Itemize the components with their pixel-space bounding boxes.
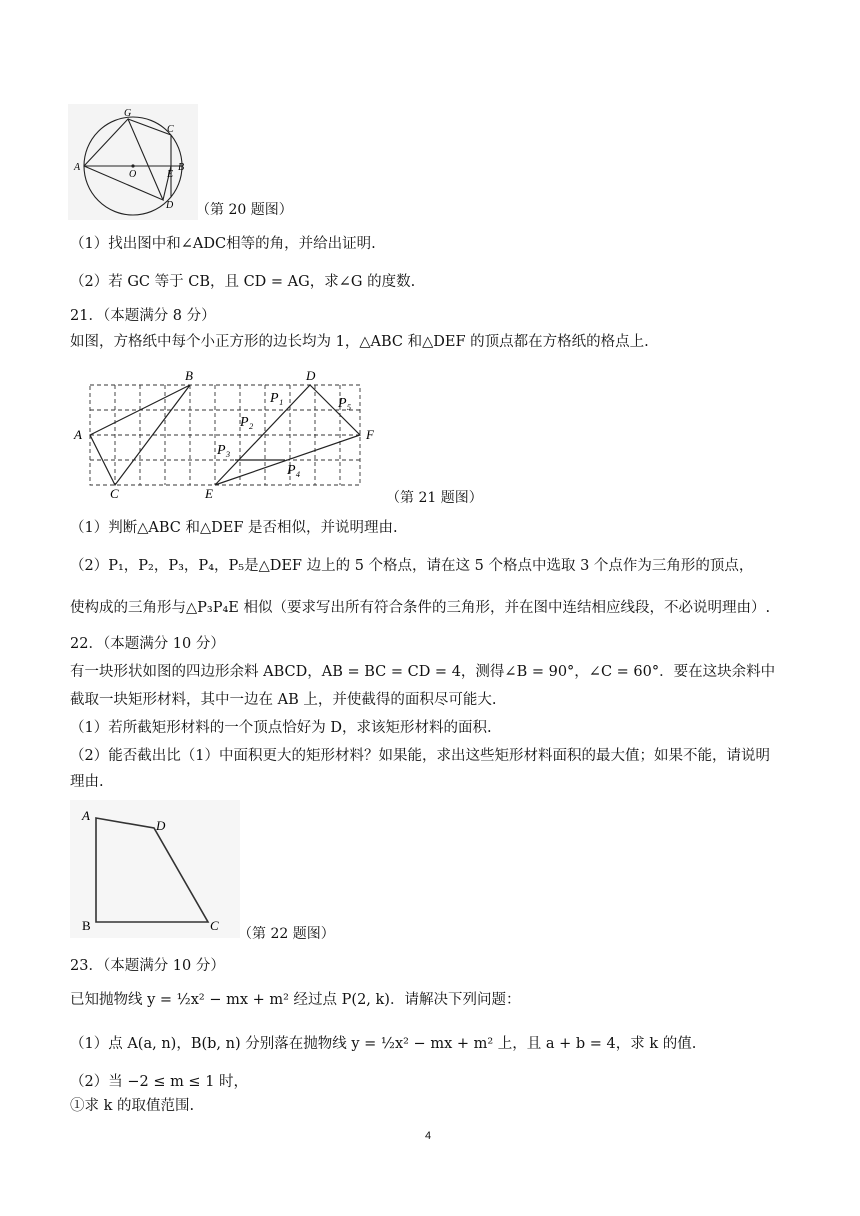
- fig21-label-p1: P₁: [270, 391, 284, 406]
- fig20-label-a: A: [74, 162, 81, 173]
- fig22-label-a: A: [82, 808, 90, 823]
- q21-part2: （2）P₁，P₂，P₃，P₄，P₅是△DEF 边上的 5 个格点，请在这 5 个格点中选取 3 个点作为三角形的顶点，: [70, 558, 754, 574]
- q21-intro: 如图，方格纸中每个小正方形的边长均为 1，△ABC 和△DEF 的顶点都在方格纸的格点上.: [70, 334, 649, 350]
- figure-22: [70, 800, 240, 938]
- q22-part2: （2）能否截出比（1）中面积更大的矩形材料？如果能，求出这些矩形材料面积的最大值；如果不能，请说明: [70, 748, 770, 764]
- fig21-label-p2: P₂: [240, 415, 254, 430]
- q23-part2-i: ①求 k 的取值范围.: [70, 1098, 195, 1114]
- fig21-label-c: C: [110, 486, 119, 501]
- q21-part2-cont: 使构成的三角形与△P₃P₄E 相似（要求写出所有符合条件的三角形，并在图中连结相应线段，不必说明理由）.: [70, 600, 771, 616]
- fig21-caption: （第 21 题图）: [386, 490, 483, 506]
- fig20-label-b: B: [178, 162, 185, 173]
- q22-part1: （1）若所截矩形材料的一个顶点恰好为 D，求该矩形材料的面积.: [70, 720, 492, 736]
- fig21-label-p5: P₅: [338, 396, 352, 411]
- page-number: 4: [425, 1130, 432, 1142]
- q23-part1: （1）点 A(a, n)，B(b, n) 分别落在抛物线 y = ½x² − mx + m² 上，且 a + b = 4，求 k 的值.: [70, 1036, 697, 1052]
- q20-part1: （1）找出图中和∠ADC相等的角，并给出证明.: [70, 236, 376, 252]
- fig22-label-c: C: [210, 918, 219, 933]
- q22-intro-2: 截取一块矩形材料，其中一边在 AB 上，并使截得的面积尽可能大.: [70, 692, 497, 708]
- figure-21: [72, 366, 384, 502]
- fig21-label-p3: P₃: [217, 443, 231, 458]
- q23-intro: 已知抛物线 y = ½x² − mx + m² 经过点 P(2, k)．请解决下列问题：: [70, 992, 521, 1008]
- fig21-label-d: D: [306, 368, 316, 383]
- q22-intro-1: 有一块形状如图的四边形余料 ABCD，AB = BC = CD = 4，测得∠B = 90°，∠C = 60°．要在这块余料中: [70, 664, 776, 680]
- fig21-label-p4: P₄: [287, 463, 301, 478]
- q21-part1: （1）判断△ABC 和△DEF 是否相似，并说明理由.: [70, 520, 398, 536]
- fig21-label-f: F: [366, 427, 374, 442]
- q21-heading: 21．（本题满分 8 分）: [70, 308, 216, 324]
- fig20-label-g: G: [124, 108, 132, 119]
- q22-part2-cont: 理由.: [70, 774, 104, 790]
- fig21-label-a: A: [74, 427, 82, 442]
- figure-20: [68, 104, 198, 220]
- fig20-label-d: D: [166, 200, 174, 211]
- fig20-caption: （第 20 题图）: [196, 202, 293, 218]
- fig20-label-o: O: [129, 169, 137, 180]
- q22-heading: 22．（本题满分 10 分）: [70, 636, 225, 652]
- q20-part2: （2）若 GC 等于 CB，且 CD = AG，求∠G 的度数.: [70, 274, 416, 290]
- fig22-caption: （第 22 题图）: [238, 926, 335, 942]
- fig20-label-c: C: [167, 124, 174, 135]
- q23-heading: 23．（本题满分 10 分）: [70, 958, 225, 974]
- fig22-label-d: D: [156, 818, 166, 833]
- fig21-label-b: B: [185, 368, 193, 383]
- fig21-label-e: E: [205, 486, 213, 501]
- fig20-label-e: E: [167, 169, 174, 180]
- q23-part2: （2）当 −2 ≤ m ≤ 1 时，: [70, 1074, 249, 1090]
- fig22-label-b: B: [82, 918, 91, 933]
